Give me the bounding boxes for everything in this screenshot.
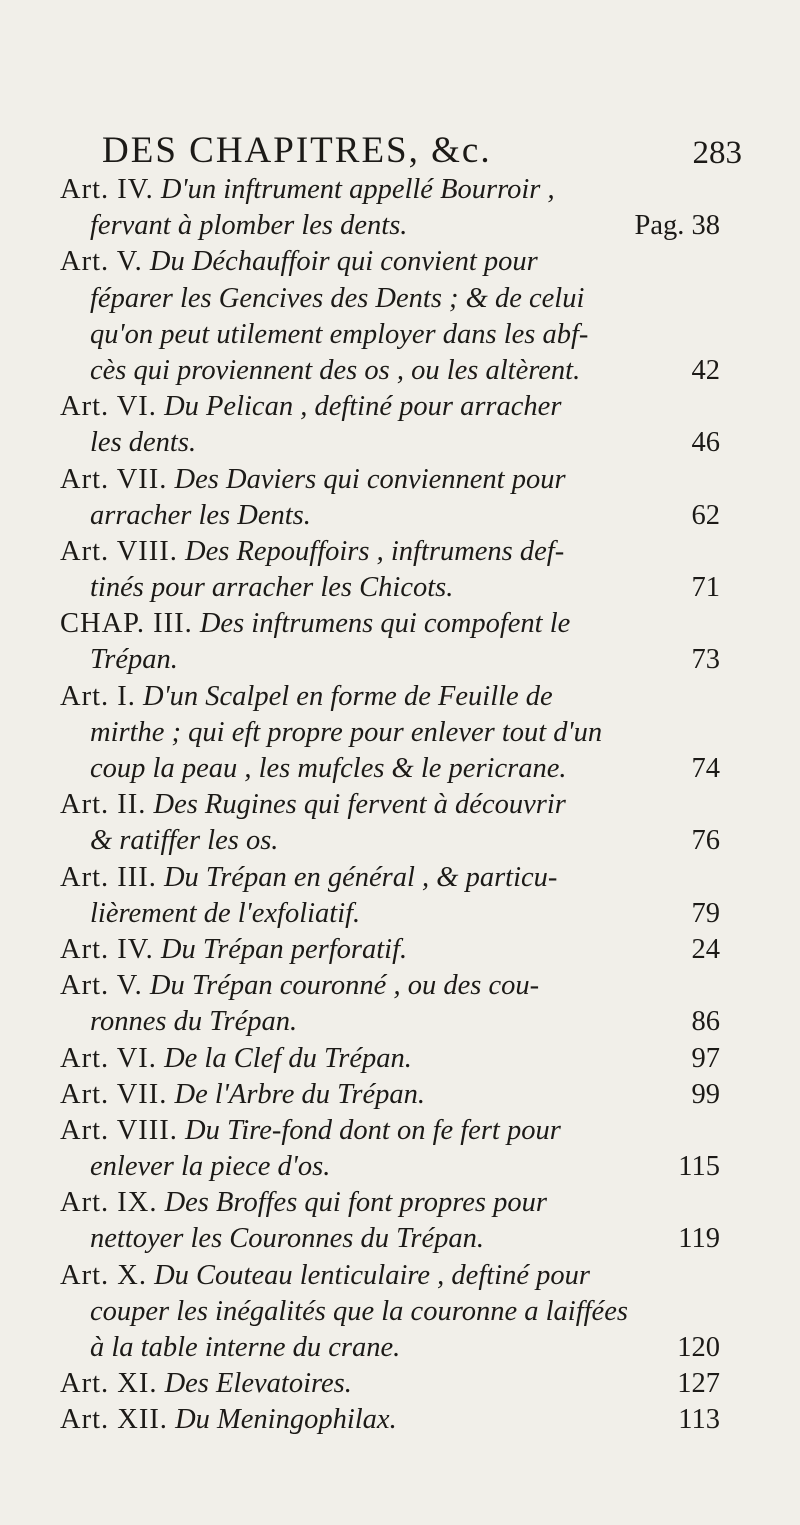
toc-entry-label: Art. VII. — [60, 1078, 168, 1110]
toc-entry-line — [60, 462, 720, 498]
toc-entry — [60, 787, 720, 859]
toc-entry-line — [60, 1258, 720, 1294]
toc-entry-page — [692, 896, 721, 932]
toc-entry-line — [60, 534, 720, 570]
toc-entry-line — [60, 1004, 720, 1040]
toc-entry-line — [60, 389, 720, 425]
toc-page-number: 99 — [691, 1078, 720, 1110]
toc-entry — [60, 606, 720, 678]
toc-entry-label: Art. VI. — [60, 1042, 157, 1074]
toc-entry-line — [60, 679, 720, 715]
toc-page-number: 119 — [678, 1223, 720, 1255]
toc-page-number: 24 — [691, 933, 720, 965]
toc-entry-title: Du Pelican , deftiné pour arracher — [164, 391, 562, 423]
toc-entry — [60, 172, 720, 244]
toc-entry-line — [60, 642, 720, 678]
toc-entry-page — [692, 425, 721, 461]
toc-entry-title: qu'on peut utilement employer dans les abf- — [90, 318, 589, 350]
toc-entry-title: Du Tire-fond dont on fe fert pour — [185, 1114, 561, 1146]
toc-entry-title: mirthe ; qui eft propre pour enlever tout d'un — [90, 716, 603, 748]
toc-entry-line — [60, 1113, 720, 1149]
toc-page-number: 79 — [691, 897, 720, 929]
toc-entry-page — [692, 353, 721, 389]
toc-entry-label: Art. II. — [60, 789, 147, 821]
toc-entry-title: Des Rugines qui fervent à découvrir — [153, 789, 566, 821]
toc-entry-page — [677, 1330, 720, 1366]
toc-entry-title: Du Déchauffoir qui convient pour — [149, 246, 538, 278]
toc-page-prefix: Pag. — [634, 210, 685, 242]
toc-entry-label: Art. VI. — [60, 391, 157, 423]
toc-entry — [60, 1113, 720, 1185]
toc-entry — [60, 1185, 720, 1257]
toc-entry-line — [60, 787, 720, 823]
toc-entry-label: Art. X. — [60, 1259, 147, 1291]
toc-entry-title: enlever la piece d'os. — [90, 1151, 331, 1183]
toc-page-number: 62 — [691, 499, 720, 531]
toc-entry-title: tinés pour arracher les Chicots. — [90, 572, 454, 604]
toc-entry-line — [60, 932, 720, 968]
toc-page-number: 42 — [691, 354, 720, 386]
toc-entry-title: De la Clef du Trépan. — [164, 1042, 412, 1074]
page-number: 283 — [692, 135, 742, 171]
toc-entry — [60, 932, 720, 968]
toc-entry-line — [60, 823, 720, 859]
toc-page-number: 86 — [691, 1006, 720, 1038]
toc-entry-line — [60, 498, 720, 534]
toc-entry-title: Du Trépan couronné , ou des cou- — [149, 970, 540, 1002]
toc-entry-page — [692, 570, 721, 606]
toc-entry-line — [60, 281, 720, 317]
toc-page-number: 97 — [691, 1042, 720, 1074]
toc-entry-title: Des Daviers qui conviennent pour — [174, 463, 566, 495]
toc-entry-title: coup la peau , les mufcles & le pericrane. — [90, 753, 567, 784]
toc-entry-label: Art. VII. — [60, 463, 168, 495]
toc-entry-title: à la table interne du crane. — [90, 1332, 401, 1363]
toc-entry-title: & ratiffer les os. — [90, 825, 279, 857]
toc-entry-title: Trépan. — [90, 644, 178, 676]
toc-page-number: 113 — [678, 1404, 720, 1436]
toc-page-number: 73 — [691, 644, 720, 676]
toc-entry-line — [60, 208, 720, 244]
toc-entry-title: Du Couteau lenticulaire , deftiné pour — [154, 1259, 590, 1291]
running-head — [102, 126, 742, 176]
toc-entry-title: fervant à plomber les dents. — [90, 210, 408, 242]
toc-entry-title: Des Repouffoirs , inftrumens def- — [185, 535, 565, 567]
toc-entry — [60, 1258, 720, 1367]
toc-entry-line — [60, 1221, 720, 1257]
toc-page-number: 120 — [677, 1332, 720, 1363]
toc-entry-page — [692, 1004, 721, 1040]
toc-entry-title: Du Trépan perforatif. — [160, 933, 408, 965]
toc-entry-page — [635, 208, 721, 244]
toc-entry-line — [60, 1077, 720, 1113]
toc-page-number: 115 — [678, 1151, 720, 1183]
toc-entry-title: D'un inftrument appellé Bourroir , — [160, 174, 555, 205]
toc-entry — [60, 968, 720, 1040]
toc-entry-label: Art. III. — [60, 861, 157, 893]
toc-entry-title: Du Meningophilax. — [175, 1404, 397, 1436]
toc-page-number: 127 — [677, 1368, 720, 1400]
toc-entry-page — [692, 642, 721, 678]
toc-page-number: 76 — [691, 825, 720, 857]
toc-entry-title: arracher les Dents. — [90, 499, 311, 531]
toc-entry — [60, 534, 720, 606]
toc-entry-title: cès qui proviennent des os , ou les altèrent. — [90, 354, 581, 386]
toc-page-number: 46 — [691, 427, 720, 459]
toc-entry-line — [60, 751, 720, 787]
toc-entry-line — [60, 1041, 720, 1077]
toc-entry-line — [60, 1330, 720, 1366]
toc-entry — [60, 244, 720, 389]
toc-entry-label: Art. XII. — [60, 1404, 168, 1436]
toc-entry-title: féparer les Gencives des Dents ; & de celui — [90, 282, 585, 314]
toc-entry — [60, 389, 720, 461]
toc-entry-label: Art. VIII. — [60, 1114, 178, 1146]
toc-page-number: 74 — [691, 753, 720, 784]
toc-entry-line — [60, 715, 720, 751]
toc-entry-line — [60, 1294, 720, 1330]
toc-entry-title: ronnes du Trépan. — [90, 1006, 298, 1038]
toc-entry-title: Des Elevatoires. — [164, 1368, 352, 1400]
toc-entry — [60, 1041, 720, 1077]
toc-entry-line — [60, 317, 720, 353]
toc-entry-page — [678, 1221, 720, 1257]
toc-entry-line — [60, 968, 720, 1004]
toc-entry-title: lièrement de l'exfoliatif. — [90, 897, 361, 929]
toc-entry-title: D'un Scalpel en forme de Feuille de — [142, 680, 553, 712]
toc-entry-line — [60, 570, 720, 606]
toc-entry — [60, 462, 720, 534]
toc-entry-line — [60, 1366, 720, 1402]
toc-entry-line — [60, 172, 720, 208]
toc-entry-title: nettoyer les Couronnes du Trépan. — [90, 1223, 484, 1255]
table-of-contents — [60, 172, 720, 1439]
toc-entry-title: Des inftrumens qui compofent le — [199, 608, 571, 640]
toc-entry-title: Du Trépan en général , & particu- — [163, 861, 558, 893]
toc-entry-line — [60, 896, 720, 932]
toc-entry-title: Des Broffes qui font propres pour — [164, 1187, 547, 1219]
toc-entry-line — [60, 353, 720, 389]
toc-entry-label: Art. IV. — [60, 174, 154, 205]
toc-entry-page — [678, 1149, 720, 1185]
toc-entry-line — [60, 1185, 720, 1221]
toc-entry-title: couper les inégalités que la couronne a laiffées — [90, 1295, 628, 1327]
toc-entry-label: Art. V. — [60, 970, 143, 1002]
toc-entry-page — [692, 498, 721, 534]
toc-entry-title: les dents. — [90, 427, 197, 459]
toc-entry — [60, 1402, 720, 1438]
toc-page-number: 71 — [691, 572, 720, 604]
toc-entry-label: Art. IX. — [60, 1187, 158, 1219]
toc-entry-label: Art. IV. — [60, 933, 154, 965]
toc-entry-label: CHAP. III. — [60, 608, 193, 640]
toc-entry-line — [60, 425, 720, 461]
page-title: DES CHAPITRES, &c. — [102, 130, 492, 171]
toc-entry — [60, 679, 720, 788]
toc-entry-page — [692, 823, 721, 859]
toc-entry-page — [692, 1077, 721, 1113]
toc-page-number: 38 — [691, 210, 720, 242]
toc-entry-line — [60, 860, 720, 896]
toc-entry-page — [692, 751, 721, 787]
toc-entry-label: Art. VIII. — [60, 535, 178, 567]
toc-entry-title: De l'Arbre du Trépan. — [174, 1078, 425, 1110]
toc-entry — [60, 1366, 720, 1402]
toc-entry-line — [60, 606, 720, 642]
toc-entry-page — [692, 1041, 721, 1077]
toc-entry-page — [678, 1402, 720, 1438]
toc-entry-line — [60, 1402, 720, 1438]
toc-entry-label: Art. XI. — [60, 1368, 158, 1400]
toc-entry-page — [677, 1366, 720, 1402]
toc-entry — [60, 860, 720, 932]
toc-entry — [60, 1077, 720, 1113]
toc-entry-line — [60, 244, 720, 280]
toc-entry-label: Art. I. — [60, 680, 136, 712]
toc-entry-line — [60, 1149, 720, 1185]
toc-entry-label: Art. V. — [60, 246, 143, 278]
toc-entry-page — [692, 932, 721, 968]
